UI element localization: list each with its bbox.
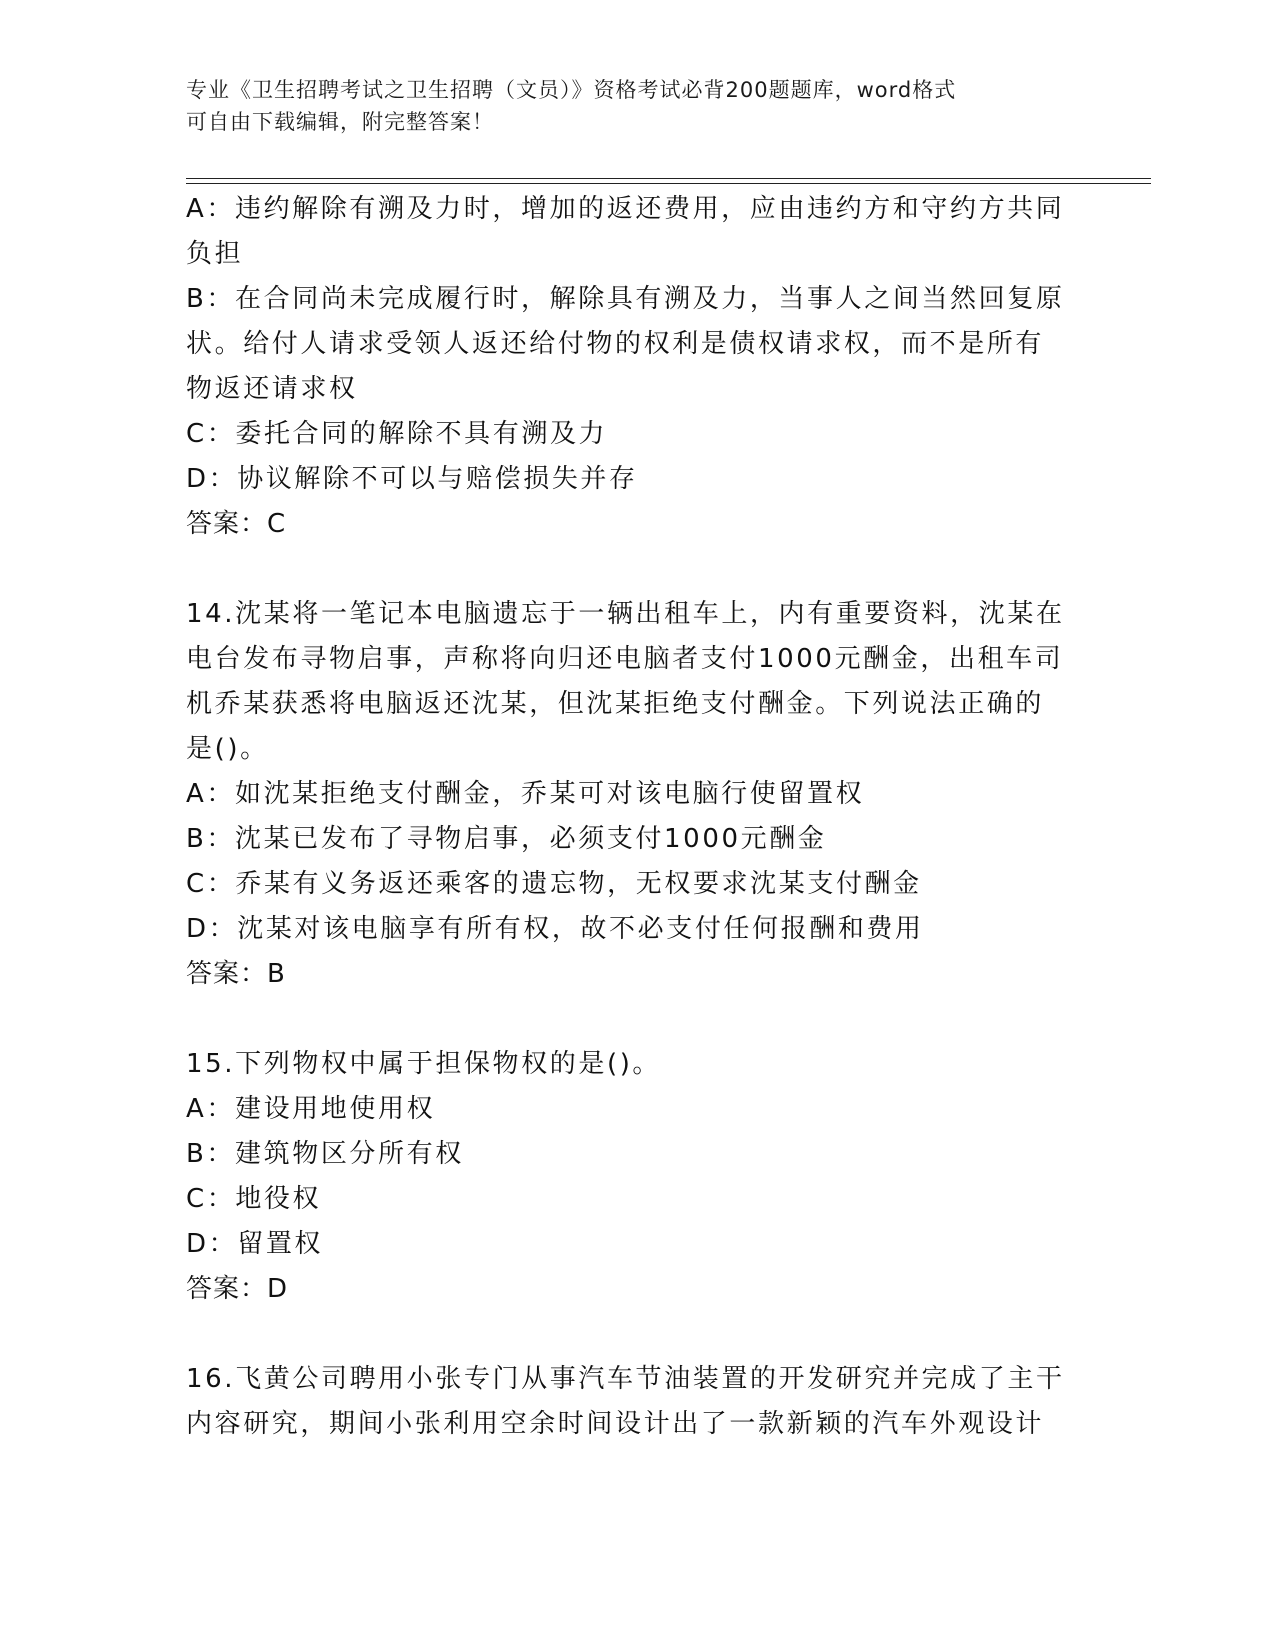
q16-stem-line-2: 内容研究，期间小张利用空余时间设计出了一款新颖的汽车外观设计	[186, 1409, 1045, 1439]
spacer	[186, 997, 1066, 1042]
q13-option-a-line-1: A：违约解除有溯及力时，增加的返还费用，应由违约方和守约方共同	[186, 194, 1065, 224]
q14-option-b: B：沈某已发布了寻物启事，必须支付1000元酬金	[186, 824, 827, 854]
header-line-2: 可自由下载编辑，附完整答案！	[186, 110, 494, 134]
q14-stem-line-2: 电台发布寻物启事，声称将向归还电脑者支付1000元酬金，出租车司	[186, 644, 1064, 674]
q15-option-b: B：建筑物区分所有权	[186, 1139, 464, 1169]
q14-option-c: C：乔某有义务返还乘客的遗忘物，无权要求沈某支付酬金	[186, 869, 922, 899]
question-14	[186, 592, 1066, 997]
document-header	[186, 74, 1066, 138]
header-divider-top	[186, 178, 1151, 179]
q13-option-a-line-2: 负担	[186, 239, 244, 269]
q13-option-d: D：协议解除不可以与赔偿损失并存	[186, 464, 638, 494]
question-15	[186, 1042, 1066, 1312]
q15-stem: 15.下列物权中属于担保物权的是()。	[186, 1049, 662, 1079]
question-13	[186, 187, 1066, 547]
document-body	[186, 187, 1066, 1447]
q13-option-b-line-1: B：在合同尚未完成履行时，解除具有溯及力，当事人之间当然回复原	[186, 284, 1065, 314]
q15-option-d: D：留置权	[186, 1229, 324, 1259]
q14-stem-line-1: 14.沈某将一笔记本电脑遗忘于一辆出租车上，内有重要资料，沈某在	[186, 599, 1065, 629]
q14-stem-line-4: 是()。	[186, 734, 269, 764]
spacer	[186, 1312, 1066, 1357]
q15-option-a: A：建设用地使用权	[186, 1094, 436, 1124]
q13-option-c: C：委托合同的解除不具有溯及力	[186, 419, 608, 449]
spacer	[186, 547, 1066, 592]
q15-option-c: C：地役权	[186, 1184, 322, 1214]
question-16	[186, 1357, 1066, 1447]
q14-stem-line-3: 机乔某获悉将电脑返还沈某，但沈某拒绝支付酬金。下列说法正确的	[186, 689, 1045, 719]
q13-answer: 答案：C	[186, 509, 287, 539]
header-line-1: 专业《卫生招聘考试之卫生招聘（文员）》资格考试必背200题题库，word格式	[186, 78, 957, 102]
header-divider-bottom	[186, 183, 1151, 184]
q15-answer: 答案：D	[186, 1274, 289, 1304]
q16-stem-line-1: 16.飞黄公司聘用小张专门从事汽车节油装置的开发研究并完成了主干	[186, 1364, 1065, 1394]
q13-option-b-line-2: 状。给付人请求受领人返还给付物的权利是债权请求权，而不是所有	[186, 329, 1045, 359]
q14-answer: 答案：B	[186, 959, 286, 989]
q13-option-b-line-3: 物返还请求权	[186, 374, 358, 404]
q14-option-d: D：沈某对该电脑享有所有权，故不必支付任何报酬和费用	[186, 914, 924, 944]
q14-option-a: A：如沈某拒绝支付酬金，乔某可对该电脑行使留置权	[186, 779, 865, 809]
